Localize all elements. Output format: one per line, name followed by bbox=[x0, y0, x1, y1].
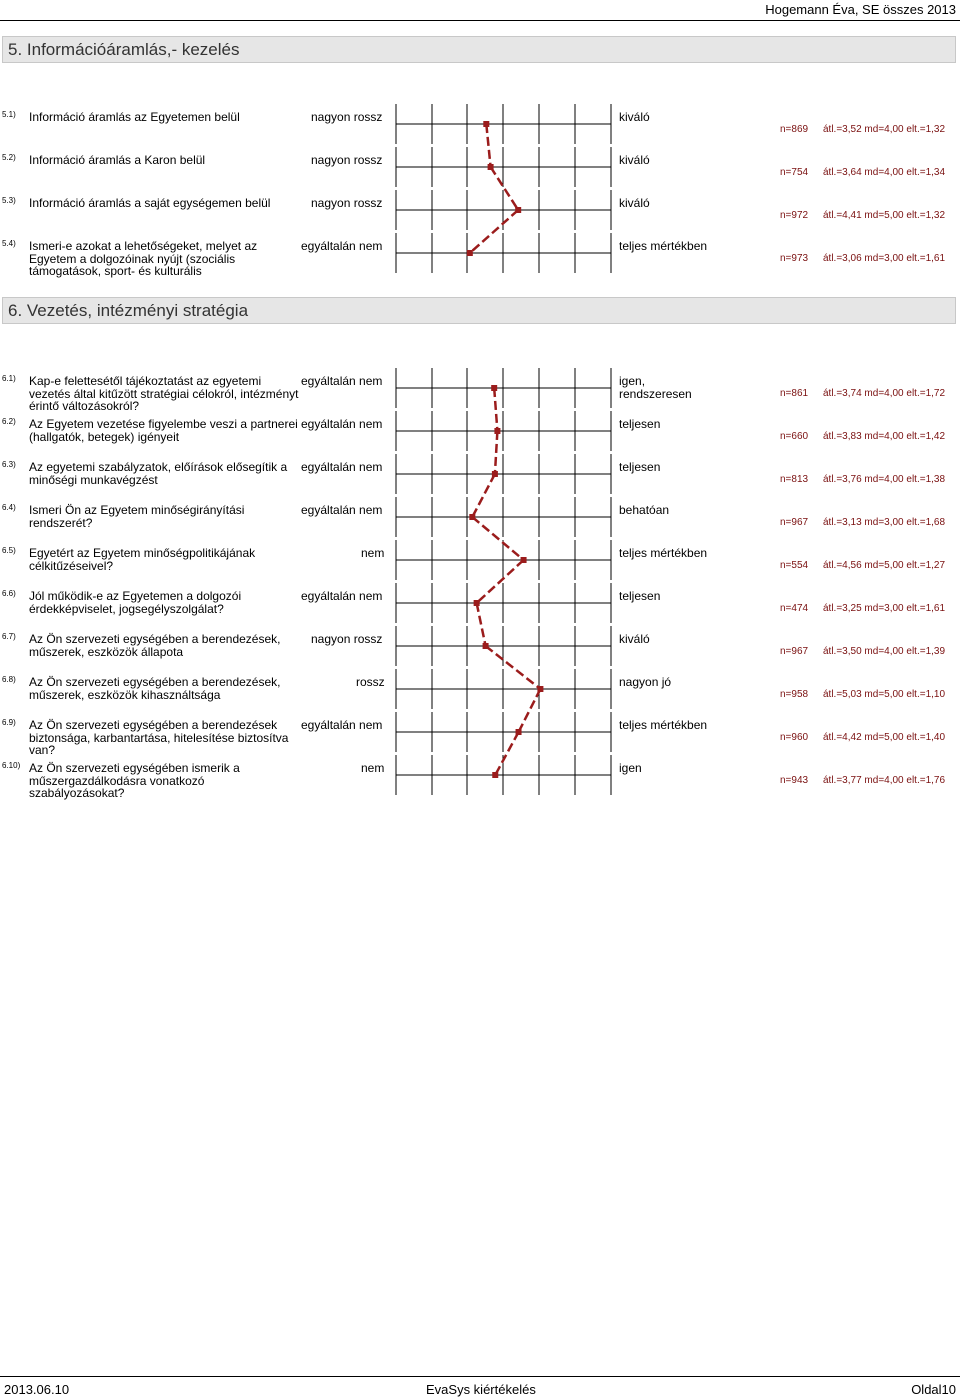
scale-left-label: nagyon rossz bbox=[311, 153, 383, 167]
profile-line-segment bbox=[486, 124, 490, 167]
stat-count: n=754 bbox=[780, 167, 809, 178]
average-marker bbox=[483, 643, 489, 649]
scale-left-label: nem bbox=[361, 761, 385, 775]
question-number: 5.1) bbox=[2, 110, 16, 119]
question-text: Információ áramlás a Karon belül bbox=[29, 153, 206, 167]
scale-left-label: rossz bbox=[356, 675, 385, 689]
stat-count: n=474 bbox=[780, 603, 809, 614]
question-text: Ismeri Ön az Egyetem minőségirányítási rendszerét? bbox=[29, 503, 245, 530]
average-marker bbox=[515, 207, 521, 213]
stat-count: n=973 bbox=[780, 253, 809, 264]
question-text: Az Ön szervezeti egységében a berendezések biztonsága, karbantartása, hitelesítése biztosítva van? bbox=[29, 718, 289, 757]
question-number: 6.9) bbox=[2, 718, 16, 727]
scale-left-label: egyáltalán nem bbox=[301, 374, 383, 388]
profile-line-segment bbox=[494, 388, 497, 431]
stat-summary: átl.=3,77 md=4,00 elt.=1,76 bbox=[823, 775, 946, 786]
stat-summary: átl.=4,56 md=5,00 elt.=1,27 bbox=[823, 560, 946, 571]
question-number: 6.5) bbox=[2, 546, 16, 555]
section-title-6: 6. Vezetés, intézményi stratégia bbox=[2, 297, 956, 324]
profile-line-segment bbox=[486, 646, 541, 689]
stat-summary: átl.=5,03 md=5,00 elt.=1,10 bbox=[823, 689, 946, 700]
question-number: 6.7) bbox=[2, 632, 16, 641]
question-text: Ismeri-e azokat a lehetőségeket, melyet az Egyetem a dolgozóinak nyújt (szociális támogatások, sport- és kulturális bbox=[29, 239, 258, 278]
scale-right-label: kiváló bbox=[619, 196, 650, 210]
scale-right-label: kiváló bbox=[619, 110, 650, 124]
stat-count: n=943 bbox=[780, 775, 809, 786]
average-marker bbox=[516, 729, 522, 735]
average-marker bbox=[491, 385, 497, 391]
stat-count: n=554 bbox=[780, 560, 809, 571]
profile-line-segment bbox=[472, 517, 523, 560]
scale-right-label: nagyon jó bbox=[619, 675, 672, 689]
question-text: Az Ön szervezeti egységében a berendezések, műszerek, eszközök kihasználtsága bbox=[29, 675, 281, 702]
stat-summary: átl.=3,50 md=4,00 elt.=1,39 bbox=[823, 646, 946, 657]
scale-left-label: egyáltalán nem bbox=[301, 417, 383, 431]
question-number: 6.6) bbox=[2, 589, 16, 598]
report-title: Hogemann Éva, SE összes 2013 bbox=[765, 2, 956, 17]
question-number: 5.3) bbox=[2, 196, 16, 205]
footer-divider bbox=[0, 1376, 960, 1377]
question-text: Egyetért az Egyetem minőségpolitikájának célkitűzéseivel? bbox=[29, 546, 256, 573]
stat-summary: átl.=4,42 md=5,00 elt.=1,40 bbox=[823, 732, 946, 743]
stat-summary: átl.=3,83 md=4,00 elt.=1,42 bbox=[823, 431, 946, 442]
scale-right-label: teljesen bbox=[619, 417, 661, 431]
average-marker bbox=[483, 121, 489, 127]
question-text: Az Egyetem vezetése figyelembe veszi a partnerei (hallgatók, betegek) igényeit bbox=[29, 417, 298, 444]
scale-right-label: teljes mértékben bbox=[619, 546, 708, 560]
footer-page: Oldal10 bbox=[911, 1382, 956, 1397]
scale-left-label: egyáltalán nem bbox=[301, 503, 383, 517]
scale-right-label: igen, rendszeresen bbox=[619, 374, 692, 401]
average-marker bbox=[467, 250, 473, 256]
average-marker bbox=[492, 471, 498, 477]
stat-summary: átl.=3,52 md=4,00 elt.=1,32 bbox=[823, 124, 946, 135]
scale-left-label: nagyon rossz bbox=[311, 110, 383, 124]
scale-right-label: teljesen bbox=[619, 460, 661, 474]
question-number: 5.2) bbox=[2, 153, 16, 162]
question-number: 6.4) bbox=[2, 503, 16, 512]
scale-left-label: nagyon rossz bbox=[311, 196, 383, 210]
stat-summary: átl.=3,64 md=4,00 elt.=1,34 bbox=[823, 167, 946, 178]
scale-right-label: behatóan bbox=[619, 503, 670, 517]
average-marker bbox=[494, 428, 500, 434]
scale-left-label: egyáltalán nem bbox=[301, 589, 383, 603]
average-marker bbox=[469, 514, 475, 520]
profile-line-segment bbox=[477, 560, 524, 603]
stat-count: n=967 bbox=[780, 646, 809, 657]
stat-summary: átl.=3,06 md=3,00 elt.=1,61 bbox=[823, 253, 946, 264]
scale-left-label: egyáltalán nem bbox=[301, 460, 383, 474]
stat-summary: átl.=4,41 md=5,00 elt.=1,32 bbox=[823, 210, 946, 221]
question-text: Információ áramlás az Egyetemen belül bbox=[29, 110, 240, 124]
average-marker bbox=[474, 600, 480, 606]
scale-right-label: igen bbox=[619, 761, 642, 775]
scale-right-label: kiváló bbox=[619, 632, 650, 646]
stat-summary: átl.=3,25 md=3,00 elt.=1,61 bbox=[823, 603, 946, 614]
profile-line-segment bbox=[472, 474, 495, 517]
scale-left-label: egyáltalán nem bbox=[301, 718, 383, 732]
question-number: 6.2) bbox=[2, 417, 16, 426]
scale-left-label: nem bbox=[361, 546, 385, 560]
question-text: Az Ön szervezeti egységében a berendezések, műszerek, eszközök állapota bbox=[29, 632, 281, 659]
profile-line-segment bbox=[470, 210, 518, 253]
average-marker bbox=[521, 557, 527, 563]
question-number: 6.3) bbox=[2, 460, 16, 469]
question-number: 6.10) bbox=[2, 761, 21, 770]
profile-line-segment bbox=[495, 732, 518, 775]
question-text: Az egyetemi szabályzatok, előírások elősegítik a minőségi munkavégzést bbox=[29, 460, 288, 487]
profile-line-segment bbox=[477, 603, 486, 646]
stat-count: n=972 bbox=[780, 210, 809, 221]
stat-count: n=967 bbox=[780, 517, 809, 528]
section-title-5: 5. Információáramlás,- kezelés bbox=[2, 36, 956, 63]
profile-line-segment bbox=[519, 689, 541, 732]
stat-count: n=960 bbox=[780, 732, 809, 743]
stat-summary: átl.=3,76 md=4,00 elt.=1,38 bbox=[823, 474, 946, 485]
average-marker bbox=[488, 164, 494, 170]
stat-summary: átl.=3,74 md=4,00 elt.=1,72 bbox=[823, 388, 946, 399]
stat-count: n=813 bbox=[780, 474, 809, 485]
question-text: Jól működik-e az Egyetemen a dolgozói érdekképviselet, jogsegélyszolgálat? bbox=[29, 589, 242, 616]
question-text: Kap-e felettesétől tájékoztatást az egyetemi vezetés által kitűzött stratégiai célokról, intézményt érintő változásokról? bbox=[29, 374, 299, 413]
profile-line-segment bbox=[491, 167, 519, 210]
scale-right-label: teljes mértékben bbox=[619, 239, 708, 253]
stat-count: n=660 bbox=[780, 431, 809, 442]
scale-right-label: teljesen bbox=[619, 589, 661, 603]
footer-date: 2013.06.10 bbox=[4, 1382, 70, 1397]
scale-left-label: egyáltalán nem bbox=[301, 239, 383, 253]
footer-center: EvaSys kiértékelés bbox=[426, 1382, 536, 1397]
profile-line-segment bbox=[495, 431, 498, 474]
question-number: 6.1) bbox=[2, 374, 16, 383]
scale-left-label: nagyon rossz bbox=[311, 632, 383, 646]
question-number: 5.4) bbox=[2, 239, 16, 248]
average-marker bbox=[492, 772, 498, 778]
stat-count: n=861 bbox=[780, 388, 809, 399]
question-text: Az Ön szervezeti egységében ismerik a műszergazdálkodásra vonatkozó szabályozásokat? bbox=[29, 761, 240, 800]
stat-count: n=958 bbox=[780, 689, 809, 700]
scale-right-label: kiváló bbox=[619, 153, 650, 167]
question-number: 6.8) bbox=[2, 675, 16, 684]
question-text: Információ áramlás a saját egységemen belül bbox=[29, 196, 271, 210]
stat-count: n=869 bbox=[780, 124, 809, 135]
stat-summary: átl.=3,13 md=3,00 elt.=1,68 bbox=[823, 517, 946, 528]
average-marker bbox=[537, 686, 543, 692]
scale-right-label: teljes mértékben bbox=[619, 718, 708, 732]
